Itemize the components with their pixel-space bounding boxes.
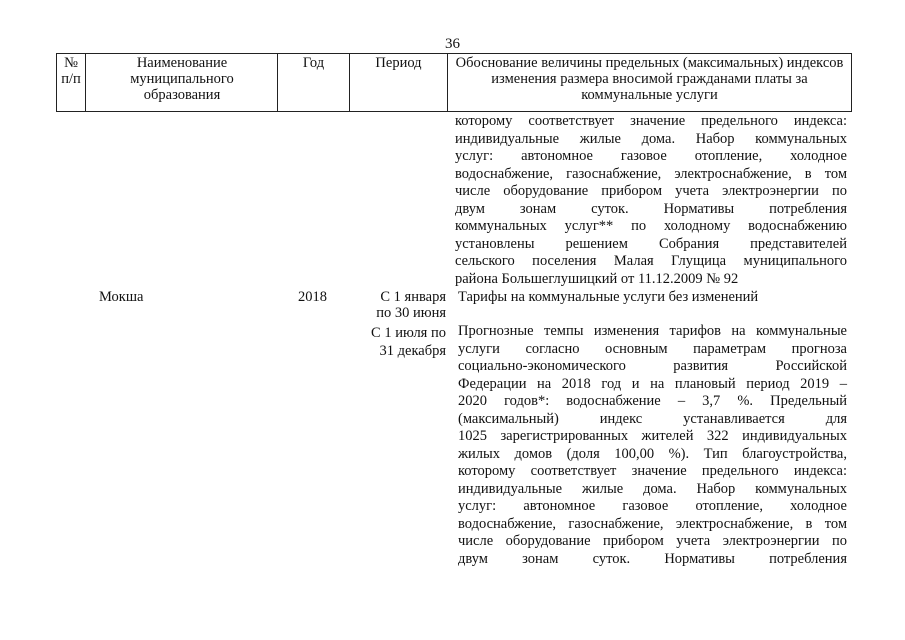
text-line: числе оборудование прибором учета электроэнергии по [455,183,847,199]
text-line: индивидуальные жилые дома. Набор коммунальных [455,130,847,147]
text-line: Прогнозные темпы изменения тарифов на коммунальные [458,323,847,339]
period-line: по 30 июня [376,305,446,321]
column-divider-1 [85,53,86,112]
page-number: 36 [445,36,460,52]
justification-first-half: Тарифы на коммунальные услуги без изменений [458,289,759,305]
period-first-half [360,289,446,321]
period-line: С 1 июля по [371,325,446,341]
period-line: С 1 января [380,289,446,305]
header-justification: Обоснование величины предельных (максимальных) индексов изменения размера вносимой гражданами платы за коммунальные услуги [455,55,844,103]
text-line: индивидуальные жилые дома. Набор коммунальных [458,480,847,497]
text-line: района Большеглушицкий от 11.12.2009 № 92 [455,270,739,287]
header-year: Год [302,55,325,71]
text-line: 2020 годов*: водоснабжение – 3,7 %. Предельный [458,393,847,409]
text-line: которому соответствует значение предельного индекса: [455,113,847,129]
text-line: услуги согласно основным параметрам прогноза [458,340,847,357]
municipality-name: Мокша [99,289,144,305]
text-line: услуг: автономное газовое отопление, холодное [455,148,847,164]
text-line: услуг: автономное газовое отопление, холодное [458,498,847,514]
column-divider-4 [447,53,448,112]
header-num: № п/п [61,55,81,87]
text-line: установлены решением Собрания представителей [455,235,847,252]
text-line: 1025 зарегистрированных жителей 322 индивидуальных [458,428,847,444]
period-line: 31 декабря [379,343,446,359]
table-top-border [56,53,852,54]
table-right-border [851,53,852,112]
justification-second-half [458,323,847,568]
period-second-half [355,324,446,360]
text-line: двум зонам суток. Нормативы потребления [455,200,847,217]
text-line: водоснабжение, газоснабжение, электроснабжение, в том [455,165,847,182]
text-line: социально-экономического развития Российской [458,358,847,374]
text-line: двум зонам суток. Нормативы потребления [458,550,847,567]
text-line: водоснабжение, газоснабжение, электроснабжение, в том [458,515,847,532]
header-municipality: Наименование муниципального образования [130,55,234,103]
continuation-text [455,113,847,288]
text-line: жилых домов (доля 100,00 %). Тип благоустройства, [458,445,847,462]
header-bottom-border [56,111,852,112]
text-line: которому соответствует значение предельного индекса: [458,463,847,479]
text-line: (максимальный) индекс устанавливается для [458,410,847,427]
text-line: Федерации на 2018 год и на плановый период 2019 – [458,375,847,392]
text-line: коммунальных услуг** по холодному водоснабжению [455,218,847,234]
row-year: 2018 [298,289,327,305]
header-period: Период [375,55,422,71]
text-line: сельского поселения Малая Глущица муниципального [455,253,847,269]
text-line: числе оборудование прибором учета электроэнергии по [458,533,847,549]
